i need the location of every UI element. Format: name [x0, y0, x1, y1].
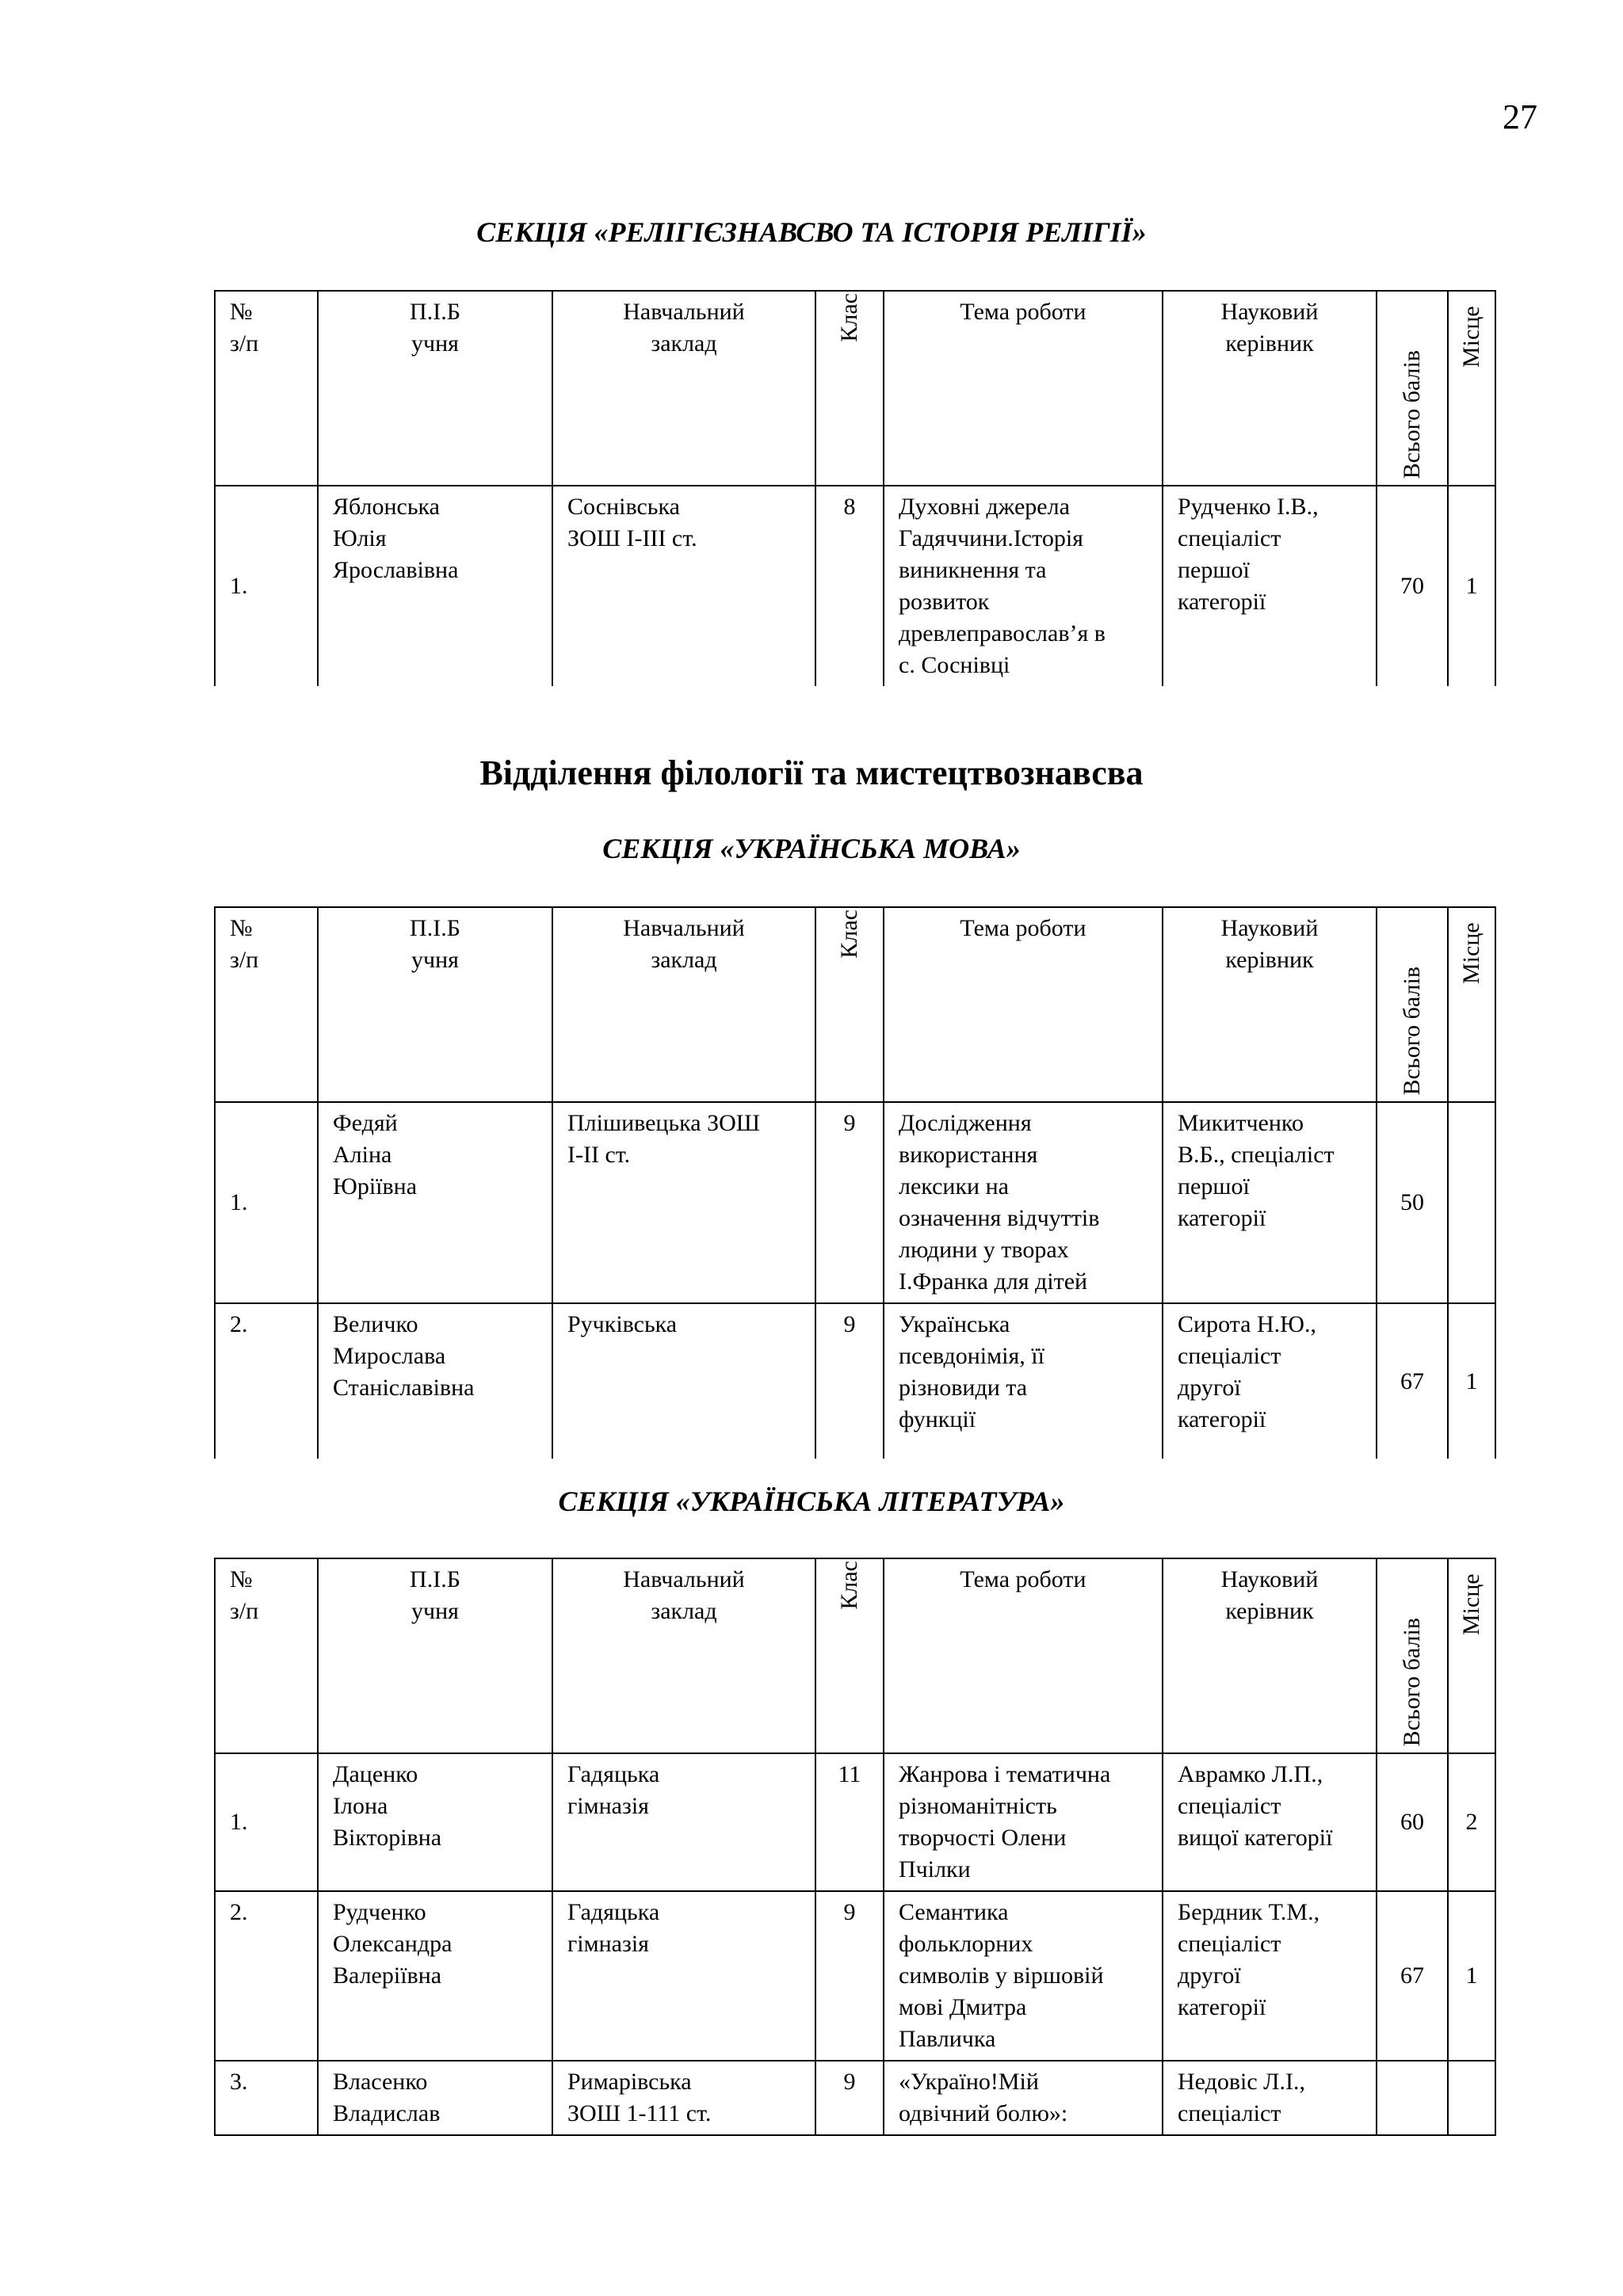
section-title-ukrainian-literature: СЕКЦІЯ «УКРАЇНСЬКА ЛІТЕРАТУРА» — [558, 1486, 1065, 1517]
table-ukrainian-literature — [214, 1558, 1496, 2136]
student-name: Яблонська Юлія Ярославівна — [318, 486, 552, 686]
school-name: Гадяцька гімназія — [552, 1891, 815, 2061]
col-header-school: Навчальний заклад — [552, 291, 815, 486]
col-header-place: Місце — [1448, 1558, 1495, 1753]
total-score: 67 — [1377, 1891, 1448, 2061]
row-number: 1. — [215, 486, 318, 686]
table-row — [215, 1753, 1495, 1891]
grade: 8 — [815, 486, 884, 686]
table-religion — [214, 290, 1496, 686]
total-score: 50 — [1377, 1102, 1448, 1303]
row-number: 3. — [215, 2061, 318, 2135]
total-score — [1377, 2061, 1448, 2135]
student-name: Величко Мирослава Станіславівна — [318, 1303, 552, 1459]
table-header-row — [215, 1558, 1495, 1753]
col-header-place: Місце — [1448, 291, 1495, 486]
col-header-number: № з/п — [215, 907, 318, 1102]
table-header-row — [215, 907, 1495, 1102]
total-score: 70 — [1377, 486, 1448, 686]
col-header-place: Місце — [1448, 907, 1495, 1102]
grade: 9 — [815, 1891, 884, 2061]
supervisor: Бердник Т.М., спеціаліст другої категорії — [1163, 1891, 1377, 2061]
student-name: Даценко Ілона Вікторівна — [318, 1753, 552, 1891]
student-name: Рудченко Олександра Валеріївна — [318, 1891, 552, 2061]
school-name: Гадяцька гімназія — [552, 1753, 815, 1891]
row-number: 2. — [215, 1891, 318, 2061]
grade: 9 — [815, 1303, 884, 1459]
place — [1448, 2061, 1495, 2135]
col-header-school: Навчальний заклад — [552, 907, 815, 1102]
table-row — [215, 1891, 1495, 2061]
col-header-total: Всього балів — [1377, 1558, 1448, 1753]
col-header-number: № з/п — [215, 291, 318, 486]
place — [1448, 1102, 1495, 1303]
grade: 11 — [815, 1753, 884, 1891]
supervisor: Недовіс Л.І., спеціаліст — [1163, 2061, 1377, 2135]
grade: 9 — [815, 2061, 884, 2135]
row-number: 1. — [215, 1102, 318, 1303]
supervisor: Сирота Н.Ю., спеціаліст другої категорії — [1163, 1303, 1377, 1459]
school-name: Соснівська ЗОШ І-ІІІ ст. — [552, 486, 815, 686]
supervisor: Аврамко Л.П., спеціаліст вищої категорії — [1163, 1753, 1377, 1891]
col-header-supervisor: Науковий керівник — [1163, 291, 1377, 486]
place: 1 — [1448, 1891, 1495, 2061]
place: 2 — [1448, 1753, 1495, 1891]
col-header-topic: Тема роботи — [884, 1558, 1163, 1753]
row-number: 1. — [215, 1753, 318, 1891]
table-ukrainian-language — [214, 906, 1496, 1459]
topic: Дослідження використання лексики на означення відчуттів людини у творах І.Франка для дітей — [884, 1102, 1163, 1303]
col-header-number: № з/п — [215, 1558, 318, 1753]
col-header-grade: Клас — [815, 1558, 884, 1753]
total-score: 60 — [1377, 1753, 1448, 1891]
table-row — [215, 486, 1495, 686]
col-header-topic: Тема роботи — [884, 907, 1163, 1102]
section-title-ukrainian-language: СЕКЦІЯ «УКРАЇНСЬКА МОВА» — [602, 833, 1021, 864]
topic: Духовні джерела Гадяччини.Історія виникнення та розвиток древлеправослав’я в с. Соснівці — [884, 486, 1163, 686]
place: 1 — [1448, 486, 1495, 686]
topic: Жанрова і тематична різноманітність творчості Олени Пчілки — [884, 1753, 1163, 1891]
table-row — [215, 2061, 1495, 2135]
grade: 9 — [815, 1102, 884, 1303]
school-name: Ручківська — [552, 1303, 815, 1459]
col-header-total: Всього балів — [1377, 907, 1448, 1102]
topic: Українська псевдонімія, її різновиди та функції — [884, 1303, 1163, 1459]
student-name: Власенко Владислав — [318, 2061, 552, 2135]
topic: «Україно!Мій одвічний болю»: — [884, 2061, 1163, 2135]
col-header-topic: Тема роботи — [884, 291, 1163, 486]
col-header-grade: Клас — [815, 907, 884, 1102]
student-name: Федяй Аліна Юріївна — [318, 1102, 552, 1303]
col-header-supervisor: Науковий керівник — [1163, 1558, 1377, 1753]
supervisor: Рудченко І.В., спеціаліст першої категорії — [1163, 486, 1377, 686]
section-title-religion: СЕКЦІЯ «РЕЛІГІЄЗНАВСВО ТА ІСТОРІЯ РЕЛІГІЇ» — [476, 216, 1147, 248]
col-header-supervisor: Науковий керівник — [1163, 907, 1377, 1102]
col-header-total: Всього балів — [1377, 291, 1448, 486]
table-header-row — [215, 291, 1495, 486]
table-row — [215, 1102, 1495, 1303]
topic: Семантика фольклорних символів у віршовій мові Дмитра Павличка — [884, 1891, 1163, 2061]
division-title: Відділення філології та мистецтвознавсва — [479, 753, 1144, 792]
col-header-name: П.І.Б учня — [318, 291, 552, 486]
row-number: 2. — [215, 1303, 318, 1459]
place: 1 — [1448, 1303, 1495, 1459]
supervisor: Микитченко В.Б., спеціаліст першої категорії — [1163, 1102, 1377, 1303]
page-number: 27 — [1503, 97, 1537, 136]
school-name: Плішивецька ЗОШ І-ІІ ст. — [552, 1102, 815, 1303]
col-header-name: П.І.Б учня — [318, 907, 552, 1102]
col-header-name: П.І.Б учня — [318, 1558, 552, 1753]
school-name: Римарівська ЗОШ 1-111 ст. — [552, 2061, 815, 2135]
total-score: 67 — [1377, 1303, 1448, 1459]
table-row — [215, 1303, 1495, 1459]
col-header-grade: Клас — [815, 291, 884, 486]
col-header-school: Навчальний заклад — [552, 1558, 815, 1753]
